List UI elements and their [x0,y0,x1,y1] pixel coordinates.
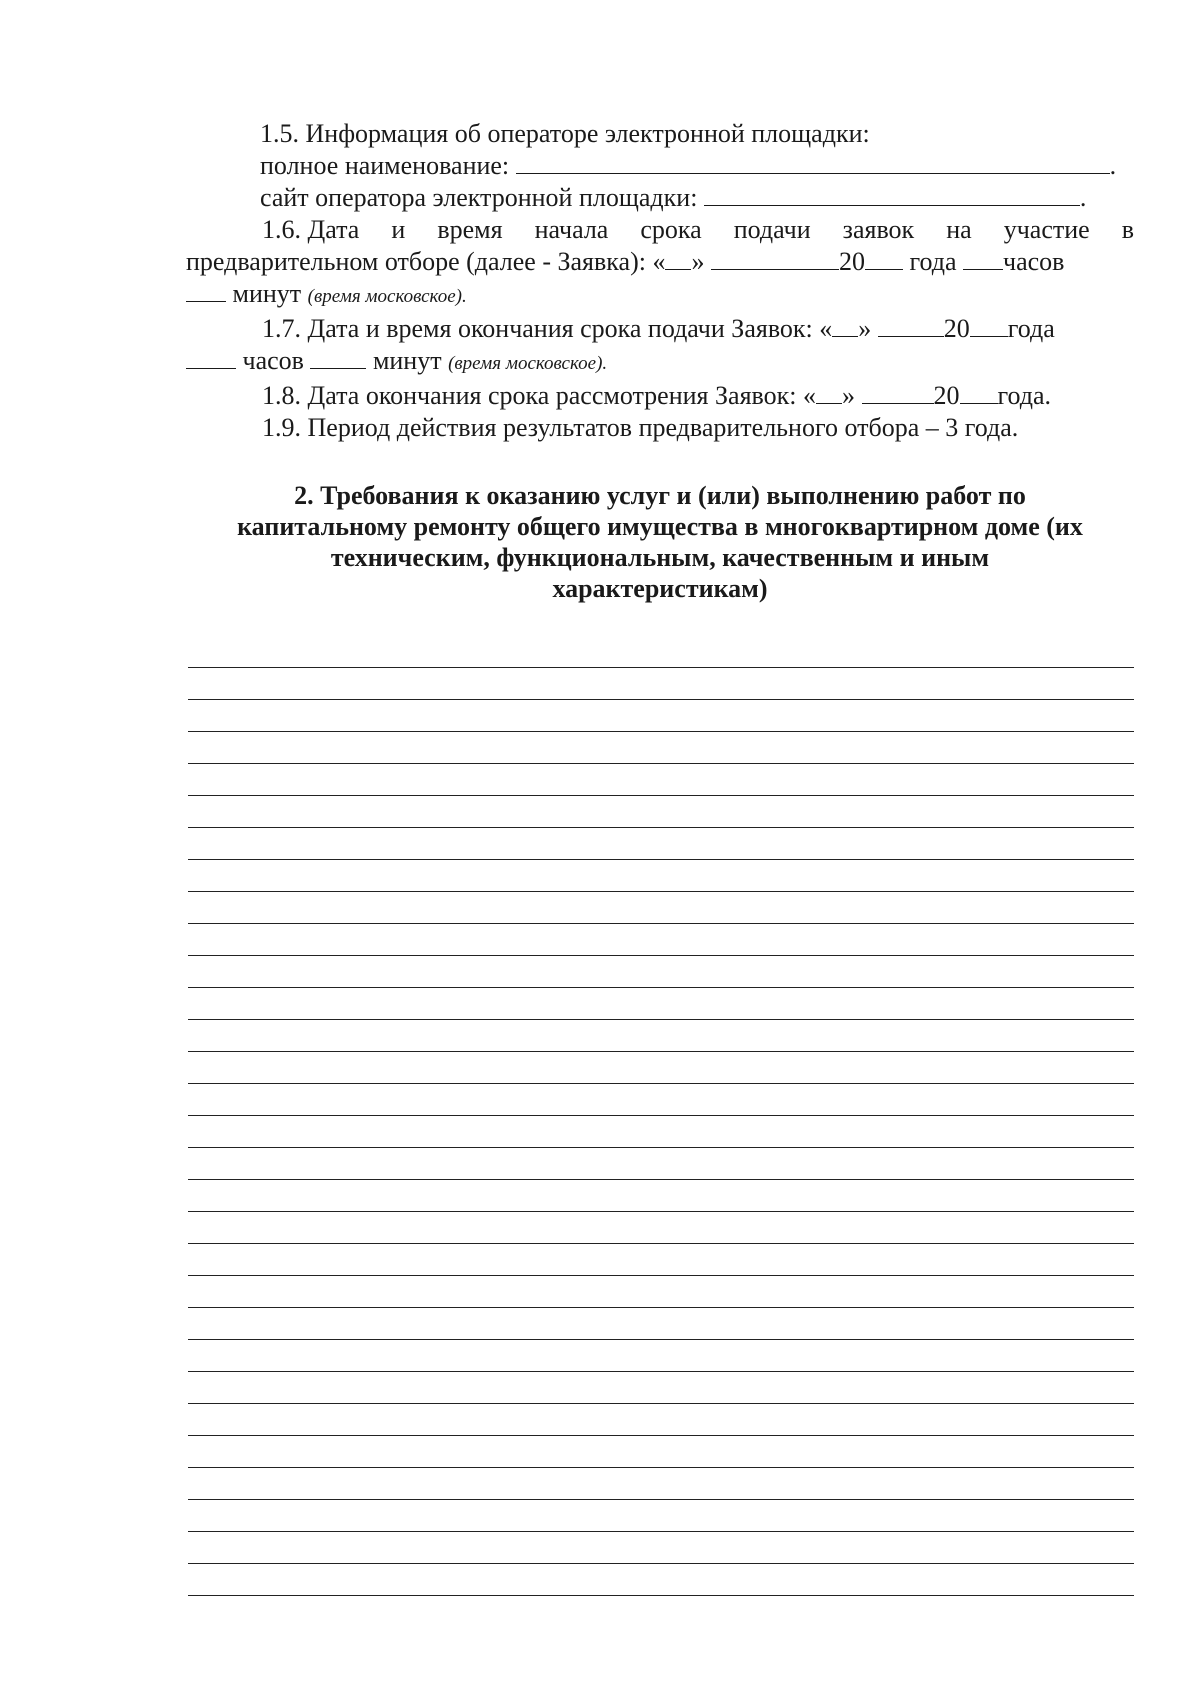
item-1-8-line: 1.8. Дата окончания срока рассмотрения Заявок: « » 20 года. [262,381,1052,410]
blank-line[interactable] [188,956,1134,988]
blank-line[interactable] [188,1276,1134,1308]
heading-line: капитальному ремонту общего имущества в многоквартирном доме (их [237,512,1083,541]
blank-line[interactable] [188,1052,1134,1084]
blank-line[interactable] [188,1404,1134,1436]
blank-line[interactable] [188,1468,1134,1500]
site-blank[interactable] [704,183,1080,206]
blank-line[interactable] [188,700,1134,732]
blank-line[interactable] [188,1372,1134,1404]
heading-line: техническим, функциональным, качественным и иным [330,543,990,572]
blank-line[interactable] [188,636,1134,668]
heading-line: характеристикам) [552,574,768,603]
blank-line[interactable] [188,1148,1134,1180]
item-1-5-title: 1.5. Информация об операторе электронной площадки: [260,119,870,148]
review-day-blank[interactable] [816,381,842,404]
end-day-blank[interactable] [832,314,858,337]
item-1-6-line1: 1.6. Дата и время начала срока подачи заявок на участие в [262,215,1134,244]
item-1-9-line: 1.9. Период действия результатов предварительного отбора – 3 года. [262,413,1019,442]
end-minutes-blank[interactable] [310,346,366,369]
blank-line[interactable] [188,892,1134,924]
blank-line[interactable] [188,1084,1134,1116]
section-2-heading [186,480,1134,604]
start-hours-blank[interactable] [963,247,1003,270]
item-1-6-line3: минут (время московское). [186,278,1134,313]
blank-line[interactable] [188,1564,1134,1596]
requirements-blank-lines[interactable] [188,636,1134,1596]
blank-line[interactable] [188,1532,1134,1564]
start-day-blank[interactable] [665,247,691,270]
blank-line[interactable] [188,828,1134,860]
item-1-6-line2: предварительном отборе (далее - Заявка): « » 20 года часов [186,247,1065,276]
full-name-blank[interactable] [516,151,1110,174]
section-1-content [186,118,1134,444]
start-year-blank[interactable] [865,247,903,270]
start-minutes-blank[interactable] [186,279,226,302]
blank-line[interactable] [188,1180,1134,1212]
item-1-7-line1: 1.7. Дата и время окончания срока подачи Заявок: « » 20 года [262,314,1055,343]
end-hours-blank[interactable] [186,346,236,369]
heading-line: 2. Требования к оказанию услуг и (или) выполнению работ по [294,481,1026,510]
review-month-blank[interactable] [862,381,934,404]
blank-line[interactable] [188,1020,1134,1052]
blank-line[interactable] [188,1500,1134,1532]
item-1-7-line2: часов минут (время московское). [186,345,1134,380]
end-year-blank[interactable] [970,314,1008,337]
end-month-blank[interactable] [878,314,944,337]
blank-line[interactable] [188,796,1134,828]
full-name-line: полное наименование: . [260,151,1117,180]
blank-line[interactable] [188,1308,1134,1340]
start-month-blank[interactable] [711,247,839,270]
review-year-blank[interactable] [960,381,998,404]
blank-line[interactable] [188,1244,1134,1276]
blank-line[interactable] [188,924,1134,956]
blank-line[interactable] [188,1212,1134,1244]
blank-line[interactable] [188,1436,1134,1468]
blank-line[interactable] [188,1116,1134,1148]
blank-line[interactable] [188,988,1134,1020]
blank-line[interactable] [188,860,1134,892]
blank-line[interactable] [188,1340,1134,1372]
blank-line[interactable] [188,764,1134,796]
site-line: сайт оператора электронной площадки: . [260,183,1087,212]
blank-line[interactable] [188,668,1134,700]
blank-line[interactable] [188,732,1134,764]
